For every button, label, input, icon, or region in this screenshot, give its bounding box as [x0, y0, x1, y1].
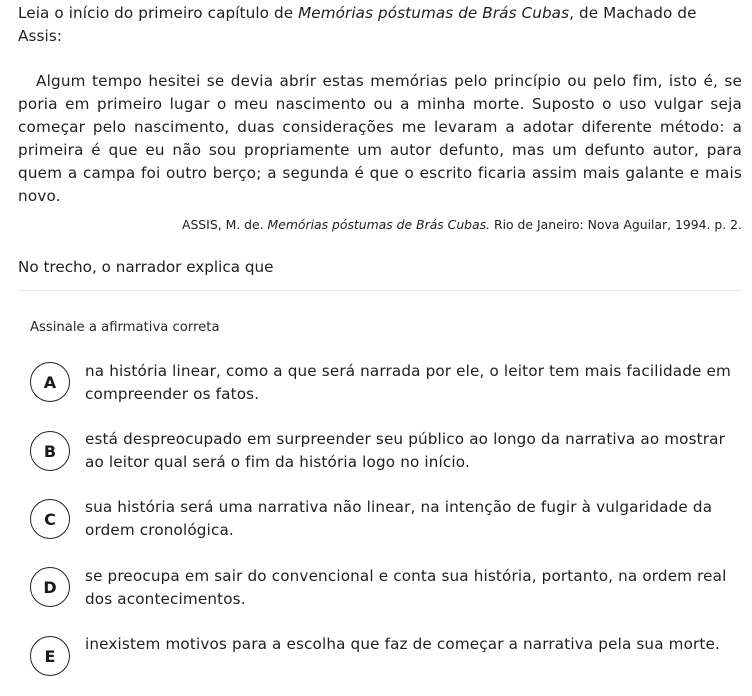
- intro-after: , de Machado de Assis:: [18, 4, 697, 45]
- citation: [182, 216, 742, 234]
- passage-text: Algum tempo hesitei se devia abrir estas memórias pelo princípio ou pelo fim, isto é, se poria em primeiro lugar o meu nascimento ou a minha morte. Suposto o uso vulgar seja começar pelo nascimento, duas considerações me levaram a adotar diferente método: a primeira é que eu não sou propriamente um autor defunto, mas um defunto autor, para quem a campa foi outro berço; a segunda é que o escrito ficaria assim mais galante e mais novo.: [18, 72, 742, 205]
- book-title: Memórias póstumas de Brás Cubas: [298, 4, 570, 22]
- option-c-text[interactable]: sua história será uma narrativa não linear, na intenção de fugir à vulgaridade da ordem cronológica.: [85, 498, 713, 539]
- divider: [18, 290, 742, 291]
- citation-publisher: Rio de Janeiro: Nova Aguilar, 1994. p. 2.: [490, 217, 742, 232]
- intro-before: Leia o início do primeiro capítulo de: [18, 4, 299, 22]
- option-b-letter[interactable]: B: [30, 431, 70, 471]
- option-b-text[interactable]: está despreocupado em surpreender seu público ao longo da narrativa ao mostrar ao leitor qual será o fim da história logo no início.: [85, 430, 726, 471]
- option-a-letter[interactable]: A: [30, 362, 70, 402]
- citation-title: Memórias póstumas de Brás Cubas.: [267, 217, 491, 232]
- option-c-letter[interactable]: C: [30, 499, 70, 539]
- citation-author: ASSIS, M. de.: [181, 217, 268, 232]
- instruction-text: Assinale a afirmativa correta: [30, 320, 220, 335]
- question-text: No trecho, o narrador explica que: [18, 258, 274, 276]
- option-d-letter[interactable]: D: [30, 567, 70, 607]
- intro-text: [18, 2, 740, 48]
- option-e-text[interactable]: inexistem motivos para a escolha que faz de começar a narrativa pela sua morte.: [85, 635, 721, 653]
- option-e-letter[interactable]: E: [30, 636, 70, 676]
- option-d-text[interactable]: se preocupa em sair do convencional e conta sua história, portanto, na ordem real dos acontecimentos.: [85, 567, 727, 608]
- option-a-text[interactable]: na história linear, como a que será narrada por ele, o leitor tem mais facilidade em compreender os fatos.: [85, 362, 731, 403]
